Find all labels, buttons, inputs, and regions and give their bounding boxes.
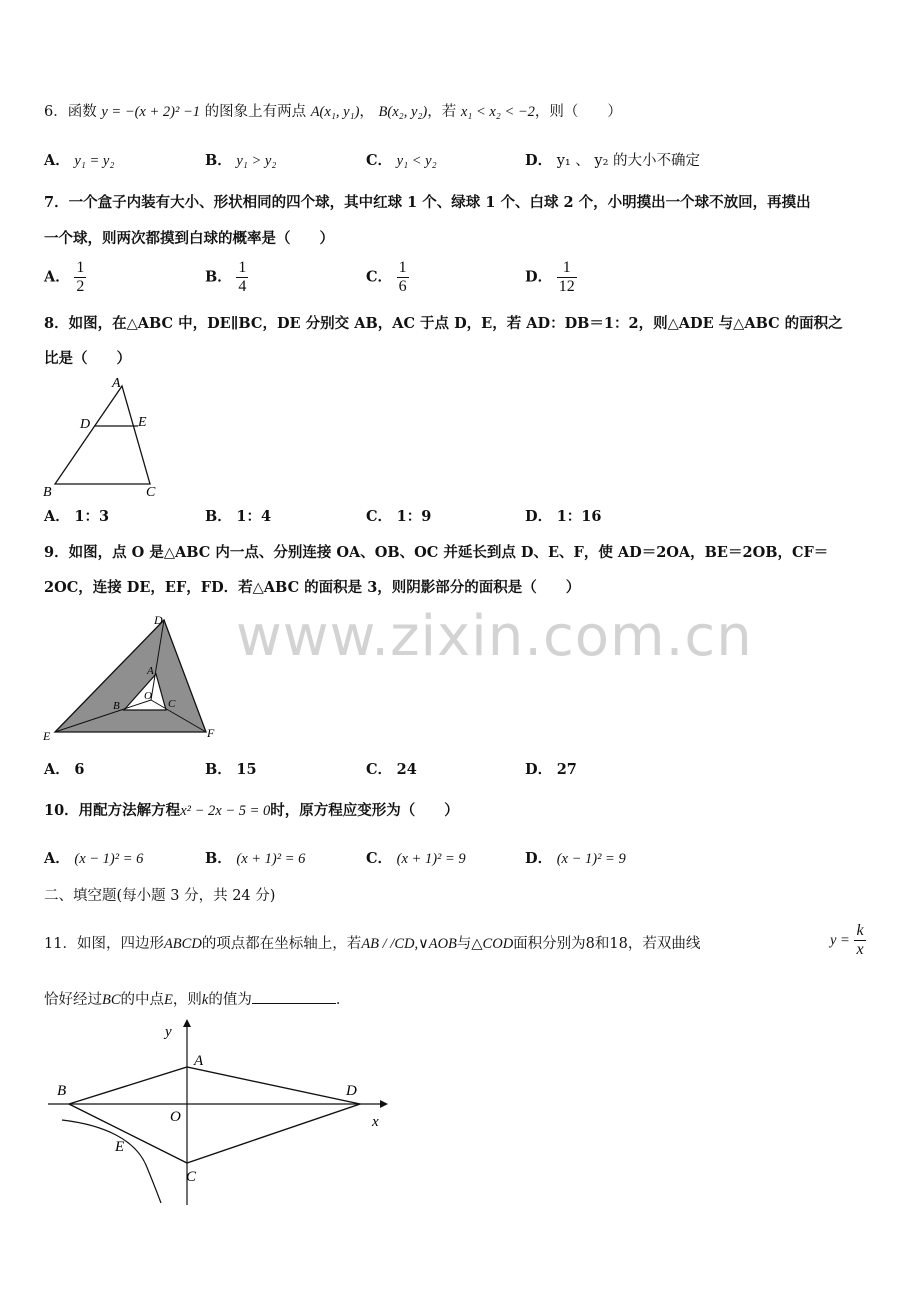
- option-label: D．: [525, 508, 553, 525]
- option-text: y₁ > y₂: [236, 153, 277, 169]
- triangle-def-shaded: [55, 620, 206, 732]
- q6-point-a: A(x₁, y₁): [310, 104, 360, 120]
- q9-option-b[interactable]: [205, 760, 257, 780]
- q11-hyperbola: [830, 922, 866, 959]
- option-text: (x − 1)² = 9: [556, 851, 626, 867]
- question-10: [44, 801, 459, 821]
- option-text: 1：16: [556, 508, 602, 525]
- q7-option-d[interactable]: [525, 259, 577, 296]
- option-label: D．: [525, 761, 553, 778]
- q6-function: y = −(x + 2)² −1: [101, 104, 200, 120]
- option-label: C．: [366, 850, 393, 867]
- q6-stem-c: ，若: [427, 104, 457, 120]
- option-label: A．: [44, 268, 70, 286]
- q8-option-d[interactable]: [525, 507, 601, 527]
- question-8-line-2: 比是（ ）: [44, 350, 131, 367]
- section-heading: 二、填空题(每小题 3 分，共 24 分): [44, 888, 276, 904]
- label-c: C: [168, 698, 176, 710]
- fraction: [557, 259, 577, 296]
- option-text: 15: [236, 761, 257, 778]
- label-b: B: [113, 700, 120, 712]
- q11-line2-end: ．: [335, 992, 351, 1008]
- q7-option-c[interactable]: [366, 259, 409, 296]
- numerator: 1: [76, 259, 85, 276]
- q6-option-d[interactable]: [525, 151, 700, 171]
- option-label: D．: [525, 850, 553, 867]
- hyperbola-curve: [62, 1120, 161, 1203]
- quadrilateral-abcd: [69, 1067, 360, 1163]
- q11-e: E: [164, 992, 173, 1008]
- q11-stem-c: 与: [456, 936, 472, 952]
- q11-bc: BC: [102, 992, 121, 1008]
- q7-option-a[interactable]: [44, 259, 86, 296]
- q11-stem-d: 面积分别为: [513, 936, 586, 952]
- q9-option-c[interactable]: [366, 760, 417, 780]
- q9-option-d[interactable]: [525, 760, 577, 780]
- option-text: (x + 1)² = 6: [236, 851, 306, 867]
- option-text: 1：4: [236, 508, 272, 525]
- option-label: C．: [366, 268, 393, 286]
- option-text: 6: [74, 761, 85, 778]
- denominator: 4: [238, 278, 247, 295]
- q10-stem: 10．用配方法解方程: [44, 802, 181, 819]
- fraction: [236, 259, 248, 296]
- q11-line2-c: ，则: [172, 992, 202, 1008]
- option-text: y₁ = y₂: [74, 153, 115, 169]
- label-y: y: [165, 1024, 172, 1040]
- q11-triangle: △COD: [471, 936, 514, 952]
- option-label: B．: [205, 268, 232, 286]
- option-label: A．: [44, 761, 70, 778]
- label-a: A: [194, 1053, 204, 1069]
- option-text: 1：9: [396, 508, 432, 525]
- q11-condition: AB / /CD,∨AOB: [361, 936, 457, 952]
- option-text: 1：3: [74, 508, 110, 525]
- x-axis-arrow: [380, 1100, 388, 1108]
- numerator: 1: [238, 259, 247, 276]
- label-d: D: [154, 613, 163, 627]
- option-label: B．: [205, 850, 232, 867]
- q11-stem-f: ，若双曲线: [627, 936, 701, 952]
- option-label: D．: [525, 268, 553, 286]
- q6-condition: x₁ < x₂ < −2: [460, 104, 535, 120]
- option-label: D．: [525, 152, 553, 169]
- question-6: 6．函数 y = −(x + 2)² −1 的图象上有两点 A(x₁, y₁)， B(x₂, y₂)，若 x₁ < x₂ < −2，则（ ）: [44, 104, 622, 120]
- option-text: y₁ < y₂: [396, 153, 437, 169]
- q11-n1: 8: [585, 936, 595, 952]
- label-a: A: [112, 376, 121, 391]
- q8-triangle-figure: [40, 374, 170, 502]
- q10-option-c[interactable]: [366, 849, 466, 869]
- option-text: (x − 1)² = 6: [74, 851, 144, 867]
- label-e: E: [115, 1139, 125, 1155]
- label-e: E: [138, 415, 147, 430]
- question-9-line-2: 2OC，连接 DE，EF，FD．若△ABC 的面积是 3，则阴影部分的面积是（ ）: [44, 579, 581, 596]
- label-c: C: [186, 1169, 197, 1185]
- label-a: A: [147, 665, 154, 677]
- option-label: B．: [205, 761, 232, 778]
- q11-stem-a: 11．如图，四边形: [44, 936, 164, 952]
- q6-stem: 6．函数: [44, 104, 97, 120]
- q11-quad: ABCD: [163, 936, 202, 952]
- question-7-line-1: 7．一个盒子内装有大小、形状相同的四个球，其中红球 1 个、绿球 1 个、白球 2 个，小明摸出一个球不放回，再摸出: [44, 194, 811, 211]
- q11-coordinate-figure: [40, 1015, 400, 1215]
- label-d: D: [80, 417, 91, 432]
- numerator: k: [856, 922, 864, 939]
- fraction: [74, 259, 86, 296]
- denominator: 6: [398, 278, 407, 295]
- option-text: y₁ 、 y₂ 的大小不确定: [556, 153, 701, 169]
- option-label: C．: [366, 508, 393, 525]
- q10-stem-b: 时，原方程应变形为（ ）: [270, 802, 459, 819]
- label-c: C: [146, 485, 156, 500]
- label-d: D: [346, 1083, 357, 1099]
- denominator: x: [856, 941, 864, 958]
- option-text: 24: [396, 761, 417, 778]
- question-11-line-2: [44, 989, 350, 1010]
- denominator: 2: [76, 278, 85, 295]
- q11-n2: 18: [609, 936, 628, 952]
- q8-option-c[interactable]: [366, 507, 431, 527]
- q6-stem-b: 的图象上有两点: [204, 104, 307, 120]
- q6-option-c[interactable]: [366, 151, 437, 171]
- option-label: B．: [205, 152, 232, 169]
- q9-triangle-figure: [40, 612, 230, 744]
- q10-option-d[interactable]: [525, 849, 626, 869]
- q11-stem-e: 和: [594, 936, 610, 952]
- label-o: O: [144, 690, 152, 702]
- numerator: 1: [557, 259, 577, 278]
- label-b: B: [43, 485, 52, 500]
- answer-blank[interactable]: [252, 989, 336, 1004]
- option-label: B．: [205, 508, 232, 525]
- question-8-line-1: 8．如图，在△ABC 中，DE∥BC，DE 分别交 AB，AC 于点 D，E，若 AD：DB＝1：2，则△ADE 与△ABC 的面积之: [44, 315, 843, 332]
- triangle-abc: [55, 386, 150, 484]
- question-7-line-2: 一个球，则两次都摸到白球的概率是（ ）: [44, 230, 334, 247]
- q9-option-a[interactable]: [44, 760, 84, 780]
- q11-line2-b: 的中点: [120, 992, 165, 1008]
- q8-option-b[interactable]: [205, 507, 271, 527]
- q6-stem-d: ，则（ ）: [534, 104, 622, 120]
- fraction: [397, 259, 409, 296]
- q10-option-a[interactable]: [44, 849, 143, 869]
- label-e: E: [43, 729, 51, 743]
- label-b: B: [57, 1083, 67, 1099]
- option-label: C．: [366, 761, 393, 778]
- y-axis-arrow: [183, 1019, 191, 1027]
- q10-option-b[interactable]: [205, 849, 305, 869]
- curve-lhs: y =: [830, 932, 850, 949]
- fraction-k-over-x: [854, 922, 865, 959]
- q11-line2-a: 恰好经过: [44, 992, 102, 1008]
- q6-option-b[interactable]: [205, 151, 276, 171]
- option-label: A．: [44, 508, 70, 525]
- option-text: 27: [556, 761, 577, 778]
- label-x: x: [372, 1114, 379, 1130]
- option-text: (x + 1)² = 9: [396, 851, 466, 867]
- denominator: 12: [558, 278, 575, 295]
- q6-option-a[interactable]: [44, 151, 114, 171]
- q11-stem-b: 的项点都在坐标轴上，若: [201, 936, 362, 952]
- watermark: www.zixin.com.cn: [236, 604, 753, 669]
- option-label: A．: [44, 152, 70, 169]
- question-9-line-1: 9．如图，点 O 是△ABC 内一点、分别连接 OA、OB、OC 并延长到点 D、E、F，使 AD＝2OA，BE＝2OB，CF＝: [44, 544, 829, 561]
- q8-option-a[interactable]: [44, 507, 109, 527]
- q7-option-b[interactable]: [205, 259, 248, 296]
- numerator: 1: [398, 259, 407, 276]
- question-11-line-1: [44, 934, 700, 954]
- label-o: O: [170, 1109, 181, 1125]
- q6-point-b: B(x₂, y₂): [378, 104, 428, 120]
- option-label: C．: [366, 152, 393, 169]
- label-f: F: [207, 726, 215, 740]
- q11-k: k: [201, 992, 209, 1008]
- q11-line2-d: 的值为: [208, 992, 252, 1008]
- q10-equation: x² − 2x − 5 = 0: [180, 803, 271, 819]
- option-label: A．: [44, 850, 70, 867]
